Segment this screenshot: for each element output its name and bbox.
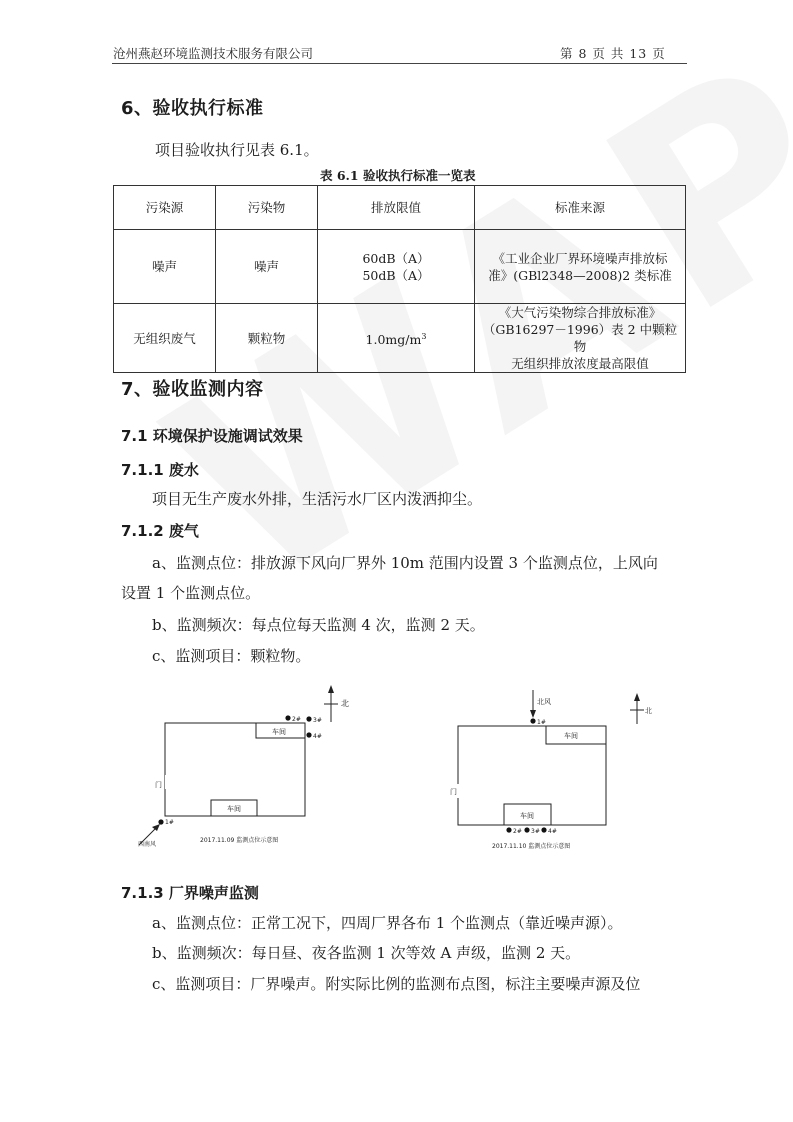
standards-table bbox=[113, 185, 686, 373]
monitoring-diagram-right bbox=[440, 680, 670, 855]
monitoring-point-1 bbox=[530, 718, 535, 723]
table-caption: 表 6.1 验收执行标准一览表 bbox=[320, 168, 476, 183]
diagram-caption: 2017.11.09 监测点位示意图 bbox=[200, 837, 279, 844]
std-line: 无组织排放浓度最高限值 bbox=[511, 356, 649, 371]
limit-day: 60dB（A） bbox=[362, 250, 430, 266]
section-6-title: 6、验收执行标准 bbox=[121, 98, 264, 119]
monitoring-point-3 bbox=[306, 716, 311, 721]
table-header-row bbox=[114, 186, 686, 230]
workshop-bottom-label: 车间 bbox=[227, 805, 241, 813]
th-limit: 排放限值 bbox=[318, 186, 475, 230]
monitoring-point-1 bbox=[158, 819, 163, 824]
diagram-caption: 2017.11.10 监测点位示意图 bbox=[492, 843, 571, 850]
monitoring-point-4 bbox=[306, 732, 311, 737]
gate-label: 门 bbox=[450, 788, 457, 796]
wastewater-text: 项目无生产废水外排，生活污水厂区内泼洒抑尘。 bbox=[152, 490, 483, 508]
header-company: 沧州燕赵环境监测技术服务有限公司 bbox=[113, 46, 314, 61]
section-7-1-2-title: 7.1.2 废气 bbox=[121, 522, 199, 540]
gas-point-text: a、监测点位：排放源下风向厂界外 10m 范围内设置 3 个监测点位，上风向 bbox=[152, 554, 658, 572]
north-arrow-head bbox=[328, 685, 334, 693]
workshop-bottom-label: 车间 bbox=[520, 812, 534, 820]
gate-label: 门 bbox=[155, 781, 162, 789]
monitoring-point-4 bbox=[541, 827, 546, 832]
site-boundary bbox=[165, 723, 305, 816]
section-7-title: 7、验收监测内容 bbox=[121, 379, 264, 400]
point-label-1: 1# bbox=[165, 819, 174, 826]
section-6-intro: 项目验收执行见表 6.1。 bbox=[155, 141, 319, 159]
th-pollutant: 污染物 bbox=[216, 186, 318, 230]
cell-pollutant: 噪声 bbox=[216, 230, 318, 304]
gas-point-text-cont: 设置 1 个监测点位。 bbox=[121, 584, 261, 602]
wind-arrow-head bbox=[152, 824, 160, 831]
cell-source: 无组织废气 bbox=[114, 304, 216, 373]
monitoring-diagram-left bbox=[125, 680, 365, 855]
header-page-info: 第 8 页 共 13 页 bbox=[560, 46, 666, 61]
table-row bbox=[114, 230, 686, 304]
wind-label: 西南风 bbox=[138, 841, 157, 848]
std-line: 《大气污染物综合排放标准》 bbox=[498, 305, 662, 320]
cell-limit bbox=[318, 230, 475, 304]
table-row bbox=[114, 304, 686, 373]
th-source: 污染源 bbox=[114, 186, 216, 230]
north-arrow-head bbox=[634, 693, 640, 701]
gate-gap bbox=[165, 775, 168, 789]
point-label-1: 1# bbox=[537, 719, 546, 726]
workshop-top-label: 车间 bbox=[272, 728, 286, 736]
wind-arrow-head bbox=[530, 710, 536, 718]
point-label-4: 4# bbox=[548, 828, 557, 835]
std-line: 《工业企业厂界环境噪声排放标 bbox=[492, 250, 668, 266]
north-label: 北 bbox=[645, 707, 652, 715]
noise-point-text: a、监测点位：正常工况下，四周厂界各布 1 个监测点（靠近噪声源）。 bbox=[152, 914, 623, 932]
point-label-2: 2# bbox=[513, 828, 522, 835]
wind-label: 北风 bbox=[537, 698, 551, 706]
noise-item-text: c、监测项目：厂界噪声。附实际比例的监测布点图，标注主要噪声源及位 bbox=[152, 975, 641, 993]
north-label: 北 bbox=[341, 699, 349, 708]
section-7-1-3-title: 7.1.3 厂界噪声监测 bbox=[121, 884, 259, 902]
cell-pollutant: 颗粒物 bbox=[216, 304, 318, 373]
monitoring-point-3 bbox=[524, 827, 529, 832]
header-divider bbox=[112, 63, 687, 64]
gas-item-text: c、监测项目：颗粒物。 bbox=[152, 647, 311, 665]
noise-frequency-text: b、监测频次：每日昼、夜各监测 1 次等效 A 声级，监测 2 天。 bbox=[152, 944, 581, 962]
std-line: （GB16297－1996）表 2 中颗粒物 bbox=[482, 322, 678, 354]
point-label-2: 2# bbox=[292, 716, 301, 723]
monitoring-point-2 bbox=[285, 715, 290, 720]
section-7-1-title: 7.1 环境保护设施调试效果 bbox=[121, 427, 303, 445]
cell-source: 噪声 bbox=[114, 230, 216, 304]
workshop-top-label: 车间 bbox=[564, 732, 578, 740]
cell-limit bbox=[318, 304, 475, 373]
limit-value: 1.0mg/m bbox=[365, 332, 422, 348]
cell-standard bbox=[475, 230, 686, 304]
th-standard: 标准来源 bbox=[475, 186, 686, 230]
limit-superscript: 3 bbox=[421, 331, 427, 341]
std-line: 准》(GBl2348—2008)2 类标准 bbox=[488, 267, 672, 283]
section-7-1-1-title: 7.1.1 废水 bbox=[121, 461, 199, 479]
cell-standard bbox=[475, 304, 686, 373]
limit-night: 50dB（A） bbox=[362, 267, 430, 283]
point-label-3: 3# bbox=[531, 828, 540, 835]
monitoring-point-2 bbox=[506, 827, 511, 832]
point-label-4: 4# bbox=[313, 733, 322, 740]
site-boundary bbox=[458, 726, 606, 825]
point-label-3: 3# bbox=[313, 717, 322, 724]
gas-frequency-text: b、监测频次：每点位每天监测 4 次，监测 2 天。 bbox=[152, 616, 485, 634]
